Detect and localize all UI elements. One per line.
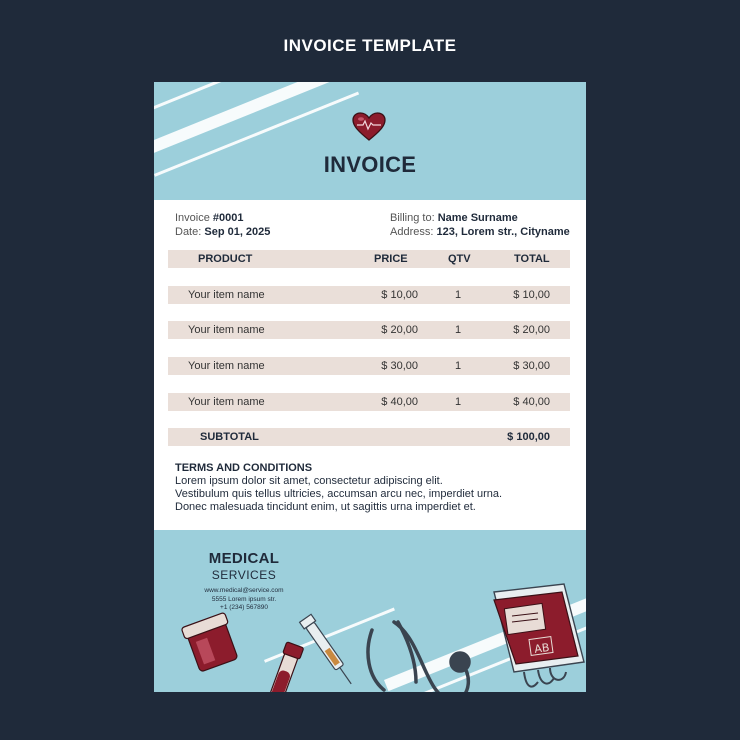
brand-phone: +1 (234) 567890 <box>220 604 268 611</box>
invoice-date: Sep 01, 2025 <box>204 226 271 238</box>
pill-bottle-icon <box>181 612 241 673</box>
row-total: $ 10,00 <box>513 289 550 301</box>
row-price: $ 10,00 <box>381 289 418 301</box>
brand-email: www.medical@service.com <box>204 587 284 594</box>
subtotal-row <box>168 428 570 446</box>
terms-line: Donec malesuada tincidunt enim, ut sagittis urna imperdiet et. <box>175 501 476 513</box>
subtotal-label: SUBTOTAL <box>200 431 259 443</box>
row-total: $ 30,00 <box>513 360 550 372</box>
table-row <box>168 393 570 411</box>
blood-bag-icon <box>494 584 584 687</box>
terms-line: Lorem ipsum dolor sit amet, consectetur adipiscing elit. <box>175 475 443 487</box>
row-qty: 1 <box>454 396 462 408</box>
row-price: $ 30,00 <box>381 360 418 372</box>
header-total: TOTAL <box>514 253 550 265</box>
medical-illustration <box>154 522 586 692</box>
address-label: Address: <box>390 226 434 238</box>
terms-section <box>175 462 575 514</box>
test-tube-icon <box>260 642 304 692</box>
row-total: $ 40,00 <box>513 396 550 408</box>
invoice-title: INVOICE <box>323 152 417 177</box>
brand-name: MEDICAL <box>208 550 280 567</box>
header-band <box>154 82 586 200</box>
invoice-number: #0001 <box>212 212 244 224</box>
row-qty: 1 <box>454 360 462 372</box>
row-product: Your item name <box>188 324 265 336</box>
billing-address: 123, Lorem str., Cityname <box>436 226 570 238</box>
terms-title: TERMS AND CONDITIONS <box>175 462 313 474</box>
billing-meta <box>390 211 570 239</box>
invoice-card <box>154 82 586 692</box>
row-product: Your item name <box>188 289 265 301</box>
subtotal-value: $ 100,00 <box>507 431 550 443</box>
billing-name: Name Surname <box>437 212 518 224</box>
date-label: Date: <box>175 226 202 238</box>
table-row <box>168 321 570 339</box>
blood-bag-label: AB <box>533 640 551 656</box>
table-row <box>168 357 570 375</box>
row-total: $ 20,00 <box>513 324 550 336</box>
header-price: PRICE <box>374 253 408 265</box>
terms-line: Vestibulum quis tellus ultricies, accumsan arcu nec, imperdiet urna. <box>175 488 503 500</box>
stethoscope-icon <box>368 622 469 692</box>
brand-subtitle: SERVICES <box>211 568 277 582</box>
decor-stripe <box>154 82 334 155</box>
billing-label: Billing to: <box>390 212 435 224</box>
row-qty: 1 <box>454 324 462 336</box>
invoice-number-label: Invoice <box>175 212 210 224</box>
header-qty: QTV <box>448 253 471 265</box>
row-product: Your item name <box>188 396 265 408</box>
page-heading: INVOICE TEMPLATE <box>283 36 457 55</box>
table-header <box>168 250 570 268</box>
row-product: Your item name <box>188 360 265 372</box>
syringe-icon <box>300 614 357 688</box>
row-qty: 1 <box>454 289 462 301</box>
row-price: $ 40,00 <box>381 396 418 408</box>
brand-address: 5555 Lorem ipsum str. <box>211 595 277 603</box>
invoice-meta <box>175 211 270 239</box>
header-product: PRODUCT <box>198 253 253 265</box>
row-price: $ 20,00 <box>381 324 418 336</box>
heart-icon <box>351 112 387 142</box>
table-row <box>168 286 570 304</box>
